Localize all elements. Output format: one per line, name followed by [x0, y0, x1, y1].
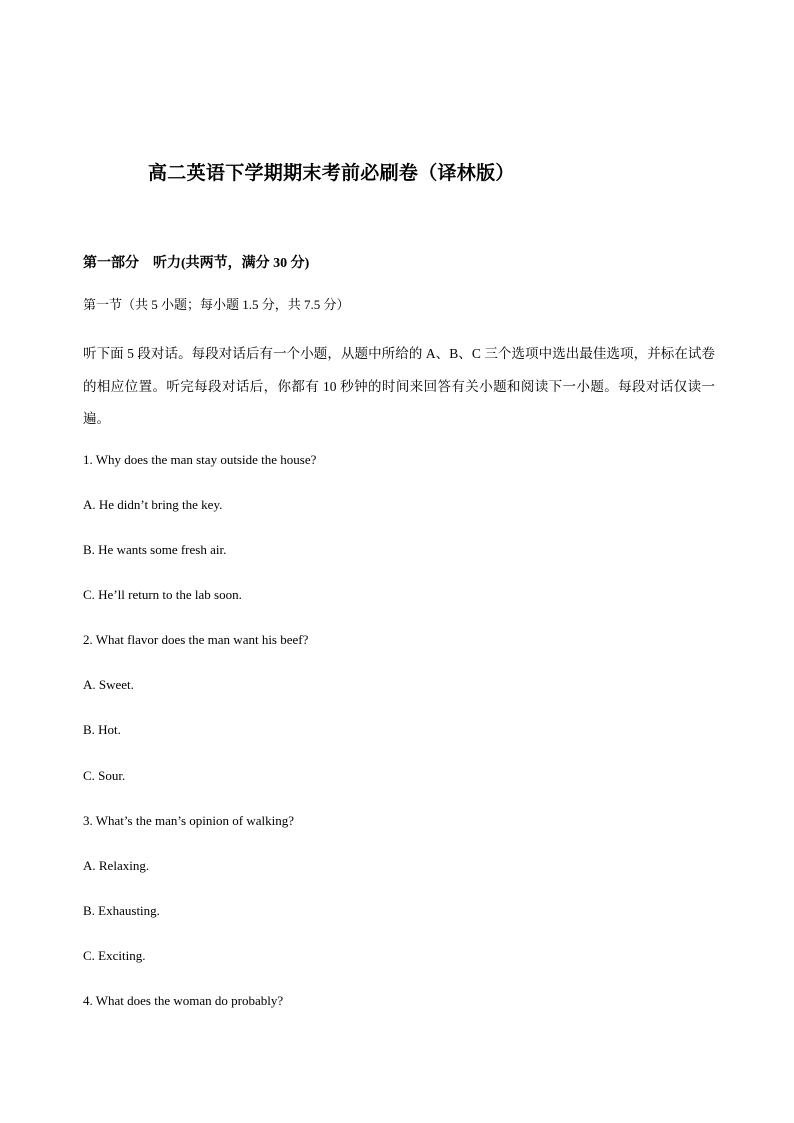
question-3-option-c: C. Exciting. — [83, 948, 146, 963]
question-1-option-c: C. He’ll return to the lab soon. — [83, 587, 242, 602]
section-heading: 第一节（共 5 小题；每小题 1.5 分，共 7.5 分） — [83, 297, 350, 312]
question-4-stem: 4. What does the woman do probably? — [83, 993, 284, 1008]
question-2-option-b: B. Hot. — [83, 722, 121, 737]
question-1-option-a: A. He didn’t bring the key. — [83, 497, 223, 512]
part-heading: 第一部分 听力(共两节，满分 30 分) — [83, 256, 310, 271]
question-3-option-a: A. Relaxing. — [83, 858, 150, 873]
question-2-option-a: A. Sweet. — [83, 677, 134, 692]
question-3-option-b: B. Exhausting. — [83, 903, 160, 918]
question-2-stem: 2. What flavor does the man want his beef? — [83, 632, 309, 647]
document-title: 高二英语下学期期末考前必刷卷（译林版） — [148, 163, 515, 184]
question-2-option-c: C. Sour. — [83, 768, 126, 783]
question-1-stem: 1. Why does the man stay outside the house? — [83, 452, 317, 467]
question-3-stem: 3. What’s the man’s opinion of walking? — [83, 813, 294, 828]
instructions-paragraph: 听下面 5 段对话。每段对话后有一个小题，从题中所给的 A、B、C 三个选项中选出最佳选项，并标在试卷的相应位置。听完每段对话后，你都有 10 秒钟的时间来回答有关小题和阅读下一小题。每段对话仅读一遍。 — [83, 346, 715, 426]
question-1-option-b: B. He wants some fresh air. — [83, 542, 227, 557]
